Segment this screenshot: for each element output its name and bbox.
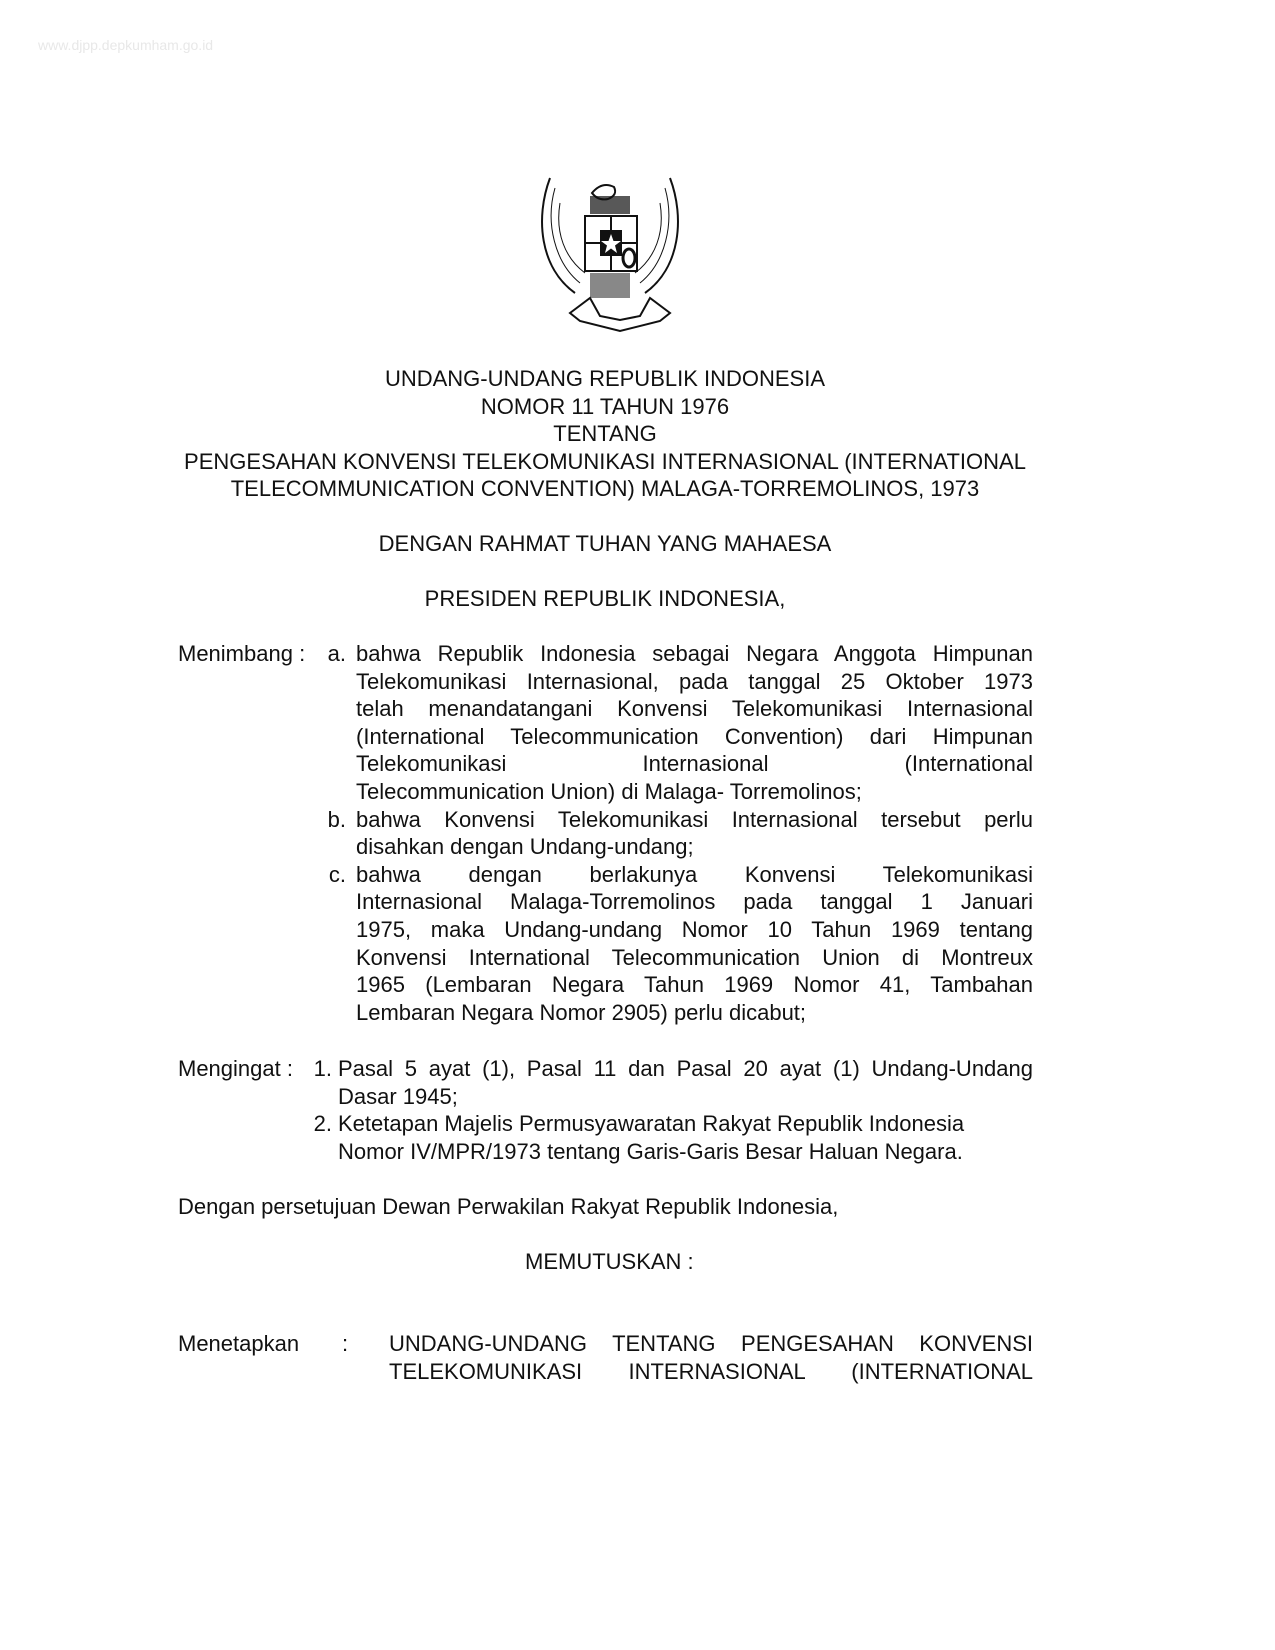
menimbang-item-c — [300, 861, 1033, 1027]
text-line: Pasal 5 ayat (1), Pasal 11 dan Pasal 20 ayat (1) Undang-Undang — [338, 1056, 1033, 1081]
watermark: www.djpp.depkumham.go.id — [38, 37, 214, 53]
presiden-line: PRESIDEN REPUBLIK INDONESIA, — [424, 586, 786, 611]
text-line: TELEKOMUNIKASI INTERNASIONAL (INTERNATIONAL — [389, 1358, 1033, 1384]
text-line: Telekomunikasi Internasional, pada tanggal 25 Oktober 1973 — [356, 668, 1033, 694]
item-marker: b. — [327, 806, 346, 832]
law-title: UNDANG-UNDANG REPUBLIK INDONESIA — [384, 366, 826, 391]
item-marker: 2. — [313, 1111, 332, 1137]
text-line: bahwa Republik Indonesia sebagai Negara Anggota Himpunan — [356, 641, 1033, 666]
text-line: UNDANG-UNDANG TENTANG PENGESAHAN KONVENSI — [389, 1331, 1033, 1356]
garuda-emblem-icon — [530, 168, 690, 338]
law-number: NOMOR 11 TAHUN 1976 — [480, 393, 730, 419]
menimbang-list — [300, 640, 1033, 1026]
text-line: Dasar 1945; — [338, 1083, 458, 1109]
menimbang-item-a — [300, 640, 1033, 806]
text-line: Nomor IV/MPR/1973 tentang Garis-Garis Besar Haluan Negara. — [338, 1138, 963, 1164]
text-line: (International Telecommunication Convention) dari Himpunan — [356, 723, 1033, 749]
text-line: Ketetapan Majelis Permusyawaratan Rakyat Republik Indonesia — [338, 1111, 965, 1137]
persetujuan-line: Dengan persetujuan Dewan Perwakilan Rakyat Republik Indonesia, — [178, 1194, 839, 1219]
item-marker: a. — [327, 641, 346, 666]
item-marker: 1. — [313, 1056, 332, 1081]
item-marker: c. — [328, 861, 346, 887]
menimbang-item-b — [300, 806, 1033, 861]
mengingat-item-2 — [300, 1110, 1033, 1165]
law-tentang: TENTANG — [553, 421, 657, 446]
text-line: bahwa dengan berlakunya Konvensi Telekomunikasi — [356, 861, 1033, 887]
text-line: disahkan dengan Undang-undang; — [356, 834, 694, 860]
mengingat-label: Mengingat : — [178, 1056, 293, 1081]
text-line: bahwa Konvensi Telekomunikasi Internasional tersebut perlu — [356, 806, 1033, 832]
law-subject-line-1: PENGESAHAN KONVENSI TELEKOMUNIKASI INTERNASIONAL (INTERNATIONAL — [184, 448, 1026, 474]
document-header — [0, 365, 1210, 503]
law-subject-line-2: TELECOMMUNICATION CONVENTION) MALAGA-TORREMOLINOS, 1973 — [230, 476, 980, 501]
mengingat-list — [300, 1055, 1033, 1165]
text-line: Internasional Malaga-Torremolinos pada tanggal 1 Januari — [356, 889, 1033, 915]
menetapkan-colon: : — [342, 1331, 349, 1356]
text-line: telah menandatangani Konvensi Telekomunikasi Internasional — [356, 696, 1033, 722]
mengingat-item-1 — [300, 1055, 1033, 1110]
menetapkan-text — [389, 1330, 1033, 1385]
text-line: Konvensi International Telecommunication Union di Montreux — [356, 944, 1033, 970]
rahmat-line: DENGAN RAHMAT TUHAN YANG MAHAESA — [378, 531, 832, 556]
text-line: Telekomunikasi Internasional (International — [356, 751, 1033, 777]
text-line: Telecommunication Union) di Malaga- Torremolinos; — [356, 778, 862, 804]
text-line: 1965 (Lembaran Negara Tahun 1969 Nomor 41, Tambahan — [356, 972, 1033, 998]
menimbang-label: Menimbang : — [178, 641, 306, 666]
menetapkan-label: Menetapkan — [178, 1331, 300, 1356]
memutuskan-line: MEMUTUSKAN : — [525, 1249, 694, 1274]
text-line: 1975, maka Undang-undang Nomor 10 Tahun 1969 tentang — [356, 916, 1033, 942]
text-line: Lembaran Negara Nomor 2905) perlu dicabut; — [356, 999, 807, 1025]
